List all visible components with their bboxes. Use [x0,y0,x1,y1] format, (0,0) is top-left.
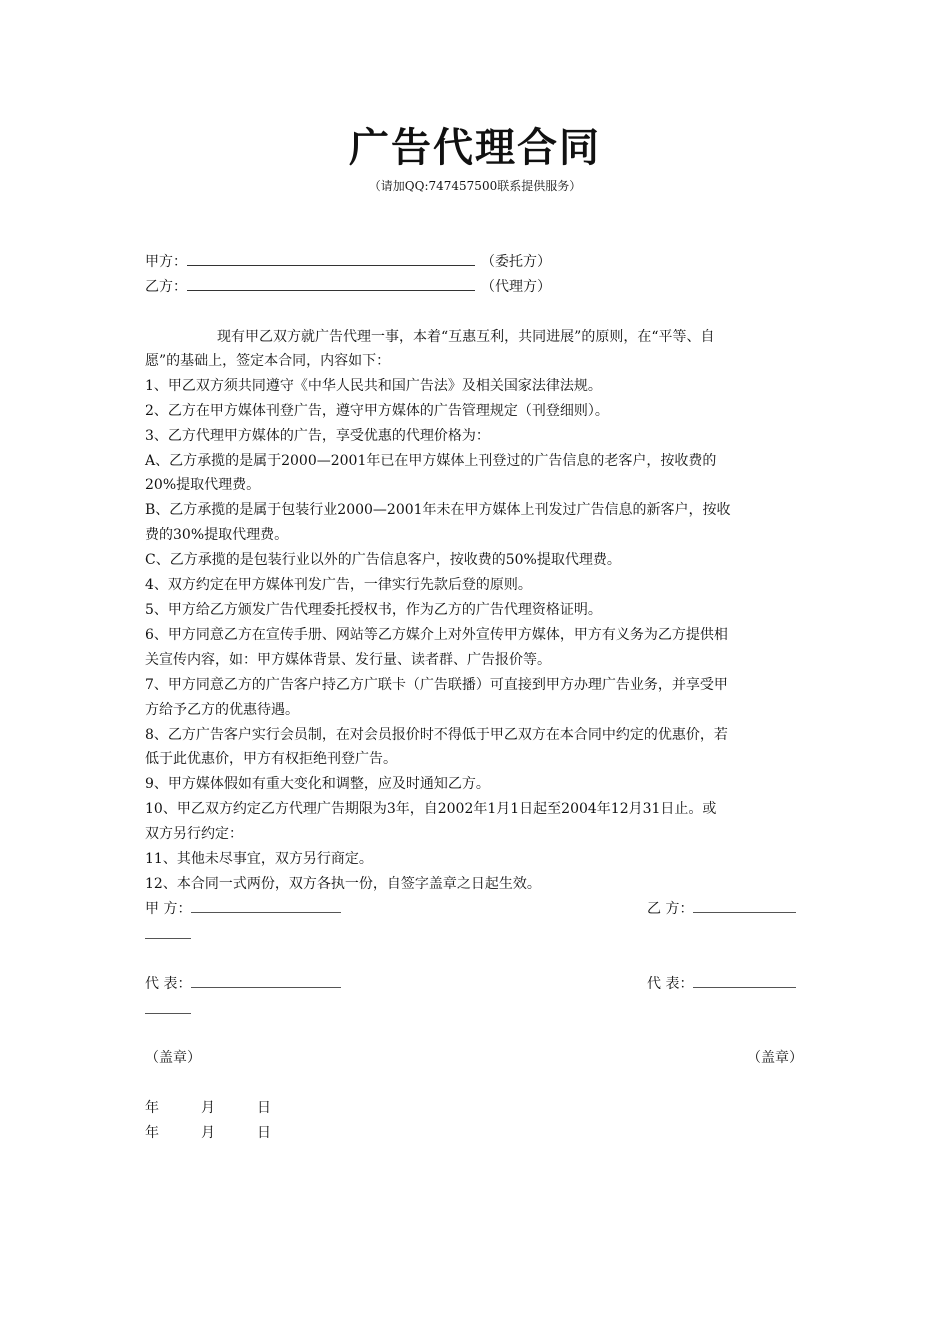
sign-rep-b [647,975,796,993]
sign-party-b-blank [693,900,796,913]
document-title: 广告代理合同 [349,124,601,171]
clause-line: 方给予乙方的优惠待遇。 [145,702,299,718]
sign-rep-b-blank-wrap [145,1013,191,1014]
sign-party-a-label: 甲 方： [145,901,192,917]
clause-line: 1、甲乙双方须共同遵守《中华人民共和国广告法》及相关国家法律法规。 [145,378,602,394]
date-day: 日 [257,1125,271,1141]
clause-line: 5、甲方给乙方颁发广告代理委托授权书，作为乙方的广告代理资格证明。 [145,602,602,618]
date-month: 月 [201,1100,215,1116]
clause-line: 11、其他未尽事宜，双方另行商定。 [145,851,373,867]
date-year: 年 [145,1125,159,1141]
clause-line: B、乙方承揽的是属于包装行业2000—2001年未在甲方媒体上刊发过广告信息的新客户，按收 [145,502,731,518]
date-month: 月 [201,1125,215,1141]
sign-rep-b-blank [693,975,796,988]
clause-line: 10、甲乙双方约定乙方代理广告期限为3年，自2002年1月1日起至2004年12月31日止。或 [145,801,717,817]
sign-party-b [647,900,796,918]
party-a-label: 甲方： [145,254,187,270]
party-a-role: （委托方） [481,254,551,270]
clause-line: C、乙方承揽的是包装行业以外的广告信息客户，按收费的50%提取代理费。 [145,552,621,568]
party-a-line [145,253,551,271]
intro-line-2: 愿”的基础上，签定本合同，内容如下： [145,353,391,369]
sign-party-a [145,900,341,918]
clause-line: 3、乙方代理甲方媒体的广告，享受优惠的代理价格为： [145,428,490,444]
date-line-b [145,1124,313,1142]
sign-rep-a-label: 代 表： [145,976,192,992]
clause-line: 7、甲方同意乙方的广告客户持乙方广联卡（广告联播）可直接到甲方办理广告业务，并享受甲 [145,677,728,693]
sign-rep-a [145,975,341,993]
sign-party-a-blank [191,900,341,913]
seal-a: （盖章） [145,1050,201,1066]
party-b-line [145,278,551,296]
clause-line: 6、甲方同意乙方在宣传手册、网站等乙方媒介上对外宣传甲方媒体，甲方有义务为乙方提供相 [145,627,728,643]
date-day: 日 [257,1100,271,1116]
date-year: 年 [145,1100,159,1116]
clause-line: 8、乙方广告客户实行会员制，在对会员报价时不得低于甲乙双方在本合同中约定的优惠价，若 [145,727,728,743]
clause-line: 12、本合同一式两份，双方各执一份，自签字盖章之日起生效。 [145,876,541,892]
clause-line: 低于此优惠价，甲方有权拒绝刊登广告。 [145,751,397,767]
sign-party-b-blank-wrap [145,938,191,939]
sign-party-b-label: 乙 方： [647,901,694,917]
party-a-blank [187,253,475,266]
party-b-role: （代理方） [481,279,551,295]
clause-line: A、乙方承揽的是属于2000—2001年已在甲方媒体上刊登过的广告信息的老客户，按收费的 [145,453,717,469]
document-subtitle: （请加QQ:747457500联系提供服务） [368,179,582,193]
clause-line: 费的30%提取代理费。 [145,527,289,543]
clause-line: 4、双方约定在甲方媒体刊发广告，一律实行先款后登的原则。 [145,577,532,593]
party-b-label: 乙方： [145,279,187,295]
clause-line: 20%提取代理费。 [145,477,261,493]
clause-line: 双方另行约定： [145,826,243,842]
clause-line: 9、甲方媒体假如有重大变化和调整，应及时通知乙方。 [145,776,490,792]
sign-rep-b-label: 代 表： [647,976,694,992]
seal-b: （盖章） [747,1050,803,1066]
date-line-a [145,1099,313,1117]
sign-rep-a-blank [191,975,341,988]
party-b-blank [187,278,475,291]
clause-line: 2、乙方在甲方媒体刊登广告，遵守甲方媒体的广告管理规定（刊登细则）。 [145,403,609,419]
intro-line-1: 现有甲乙双方就广告代理一事，本着“互惠互利，共同进展”的原则，在“平等、自 [217,329,715,345]
clause-line: 关宣传内容，如：甲方媒体背景、发行量、读者群、广告报价等。 [145,652,551,668]
